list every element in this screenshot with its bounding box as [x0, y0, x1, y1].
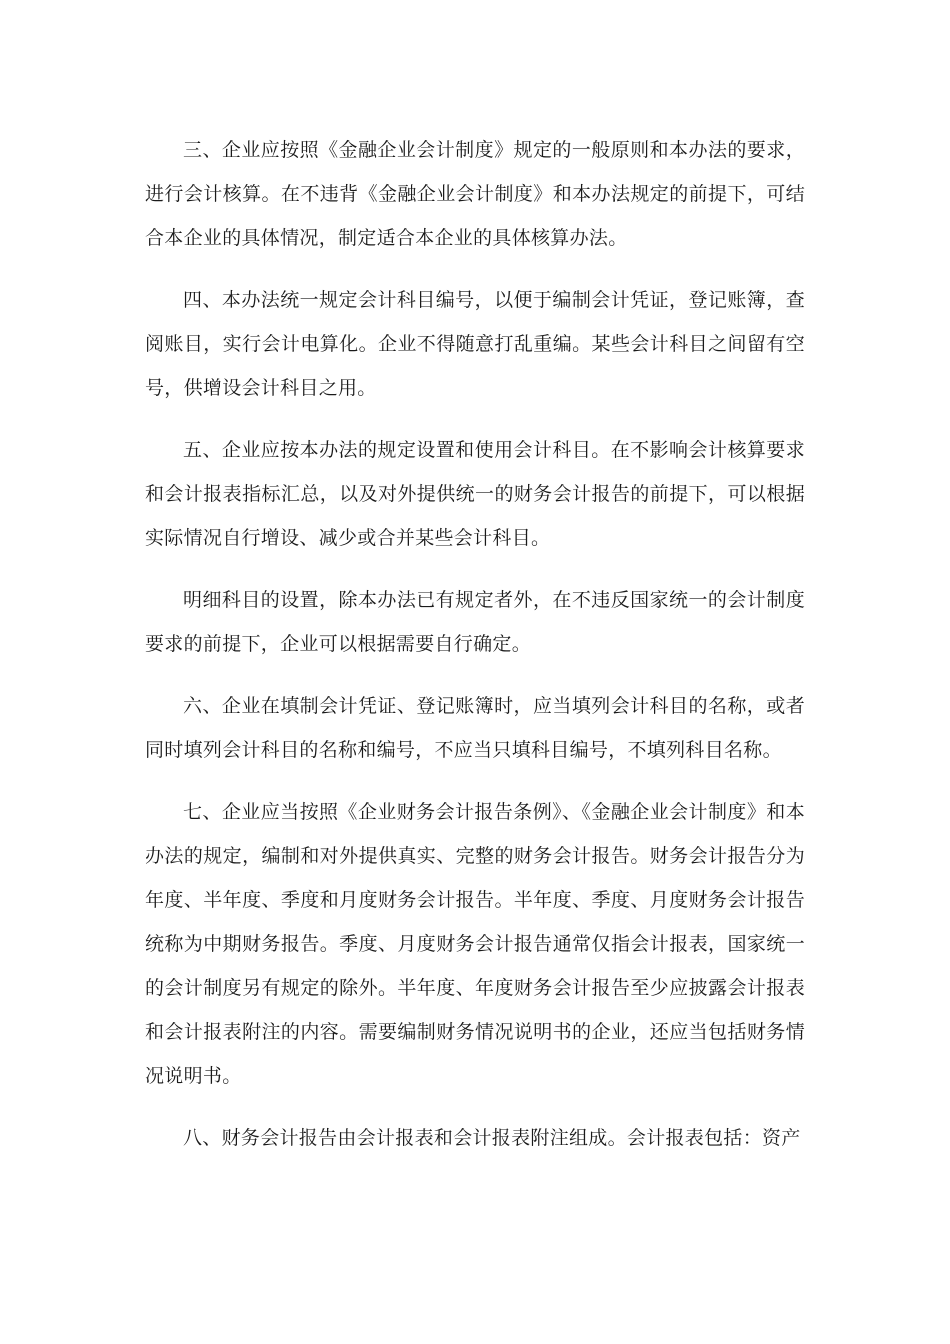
- paragraph-3: 三、企业应按照《金融企业会计制度》规定的一般原则和本办法的要求，进行会计核算。在不违背《金融企业会计制度》和本办法规定的前提下，可结合本企业的具体情况，制定适合本企业的具体核算办法。: [145, 139, 805, 249]
- paragraph-8: 八、财务会计报告由会计报表和会计报表附注组成。会计报表包括：资产: [183, 1127, 801, 1149]
- paragraph-4: 四、本办法统一规定会计科目编号，以便于编制会计凭证，登记账簿，查阅账目，实行会计电算化。企业不得随意打乱重编。某些会计科目之间留有空号，供增设会计科目之用。: [145, 289, 805, 399]
- document-body: [145, 128, 805, 1178]
- paragraph-5-detail: 明细科目的设置，除本办法已有规定者外，在不违反国家统一的会计制度要求的前提下，企业可以根据需要自行确定。: [145, 589, 805, 655]
- paragraph-5: 五、企业应按本办法的规定设置和使用会计科目。在不影响会计核算要求和会计报表指标汇总，以及对外提供统一的财务会计报告的前提下，可以根据实际情况自行增设、减少或合并某些会计科目。: [145, 439, 805, 549]
- paragraph-7: 七、企业应当按照《企业财务会计报告条例》、《金融企业会计制度》和本办法的规定，编制和对外提供真实、完整的财务会计报告。财务会计报告分为年度、半年度、季度和月度财务会计报告。半年度、季度、月度财务会计报告统称为中期财务报告。季度、月度财务会计报告通常仅指会计报表，国家统一的会计制度另有规定的除外。半年度、年度财务会计报告至少应披露会计报表和会计报表附注的内容。需要编制财务情况说明书的企业，还应当包括财务情况说明书。: [145, 801, 805, 1087]
- paragraph-6: 六、企业在填制会计凭证、登记账簿时，应当填列会计科目的名称，或者同时填列会计科目的名称和编号，不应当只填科目编号，不填列科目名称。: [145, 695, 805, 761]
